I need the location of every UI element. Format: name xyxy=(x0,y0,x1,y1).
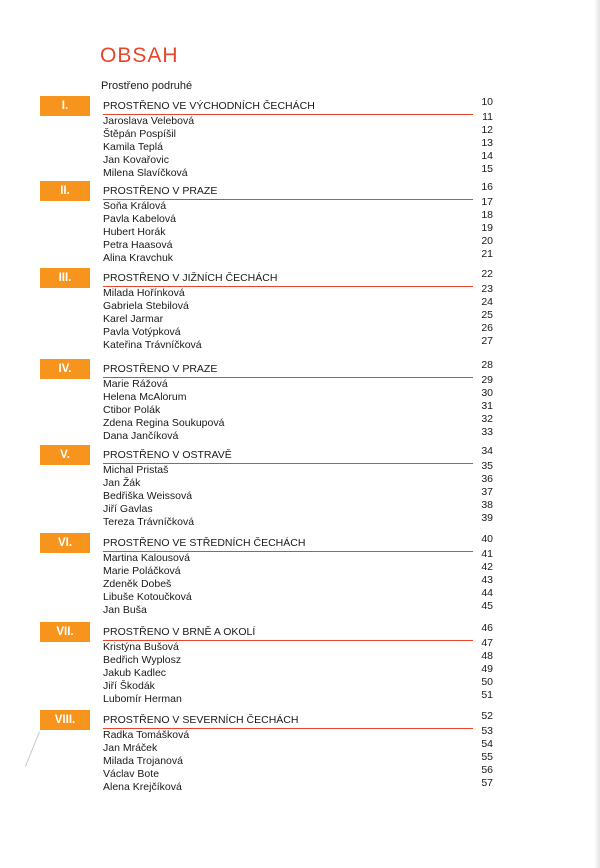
toc-entry[interactable] xyxy=(103,499,493,516)
entry-name: Alena Krejčíková xyxy=(103,781,182,793)
section-title: PROSTŘENO VE VÝCHODNÍCH ČECHÁCH xyxy=(103,100,315,112)
toc-entry[interactable] xyxy=(103,764,493,781)
entry-name: Jiří Gavlas xyxy=(103,503,153,515)
entry-page: 55 xyxy=(481,751,493,763)
entry-page: 25 xyxy=(481,309,493,321)
entry-page: 18 xyxy=(481,209,493,221)
entry-page: 11 xyxy=(482,111,493,123)
toc-entry[interactable] xyxy=(103,374,493,391)
section-numeral-badge: VIII. xyxy=(40,710,90,730)
entry-page: 23 xyxy=(481,283,493,295)
entry-page: 39 xyxy=(481,512,493,524)
entry-name: Milada Hořínková xyxy=(103,287,185,299)
toc-entry[interactable] xyxy=(103,676,493,693)
section-numeral-badge: V. xyxy=(40,445,90,465)
toc-entry[interactable] xyxy=(103,561,493,578)
entry-name: Pavla Kabelová xyxy=(103,213,176,225)
toc-entry[interactable] xyxy=(103,426,493,443)
section-numeral-badge: III. xyxy=(40,268,90,288)
entry-page: 51 xyxy=(481,689,493,701)
entry-name: Jan Žák xyxy=(103,477,141,489)
entry-name: Libuše Kotoučková xyxy=(103,591,192,603)
toc-entry[interactable] xyxy=(103,222,493,239)
entry-name: Jiří Škodák xyxy=(103,680,155,692)
entry-page: 27 xyxy=(481,335,493,347)
entry-name: Michal Pristaš xyxy=(103,464,169,476)
toc-entry[interactable] xyxy=(103,196,493,213)
section-entries xyxy=(103,111,493,180)
section-numeral-badge: VII. xyxy=(40,622,90,642)
section-title: PROSTŘENO V PRAZE xyxy=(103,185,218,197)
toc-entry[interactable] xyxy=(103,150,493,167)
page-title: OBSAH xyxy=(100,44,179,67)
toc-entry[interactable] xyxy=(103,777,493,794)
entry-name: Bedřich Wyplosz xyxy=(103,654,182,666)
entry-name: Kristýna Bušová xyxy=(103,641,179,653)
entry-name: Tereza Trávníčková xyxy=(103,516,195,528)
toc-entry[interactable] xyxy=(103,163,493,180)
toc-entry[interactable] xyxy=(103,209,493,226)
entry-name: Lubomír Herman xyxy=(103,693,182,705)
entry-page: 37 xyxy=(481,486,493,498)
section-entries xyxy=(103,725,493,794)
entry-page: 44 xyxy=(481,587,493,599)
entry-page: 53 xyxy=(481,725,493,737)
entry-page: 24 xyxy=(481,296,493,308)
entry-name: Štěpán Pospíšil xyxy=(103,128,176,140)
entry-page: 12 xyxy=(481,124,493,136)
toc-entry[interactable] xyxy=(103,663,493,680)
entry-page: 50 xyxy=(481,676,493,688)
toc-entry[interactable] xyxy=(103,124,493,141)
entry-name: Marie Rážová xyxy=(103,378,168,390)
toc-entry[interactable] xyxy=(103,738,493,755)
toc-entry[interactable] xyxy=(103,413,493,430)
entry-page: 14 xyxy=(481,150,493,162)
entry-name: Kamila Teplá xyxy=(103,141,163,153)
toc-entry[interactable] xyxy=(103,689,493,706)
toc-entry[interactable] xyxy=(103,387,493,404)
toc-entry[interactable] xyxy=(103,335,493,352)
toc-entry[interactable] xyxy=(103,248,493,265)
section-numeral-badge: IV. xyxy=(40,359,90,379)
toc-entry[interactable] xyxy=(103,296,493,313)
entry-page: 17 xyxy=(481,196,493,208)
entry-name: Soňa Králová xyxy=(103,200,167,212)
entry-name: Gabriela Stebilová xyxy=(103,300,189,312)
toc-entry[interactable] xyxy=(103,725,493,742)
entry-name: Pavla Votýpková xyxy=(103,326,181,338)
entry-page: 41 xyxy=(481,548,493,560)
section-entries xyxy=(103,548,493,617)
toc-entry[interactable] xyxy=(103,235,493,252)
toc-entry[interactable] xyxy=(103,587,493,604)
entry-name: Alina Kravchuk xyxy=(103,252,174,264)
section-page: 34 xyxy=(481,445,493,457)
entry-name: Zdeněk Dobeš xyxy=(103,578,172,590)
section-title: PROSTŘENO V OSTRAVĚ xyxy=(103,449,232,461)
section-title: PROSTŘENO V PRAZE xyxy=(103,363,218,375)
section-entries xyxy=(103,374,493,443)
entry-name: Jan Kovařovic xyxy=(103,154,169,166)
section-page: 10 xyxy=(481,96,493,108)
entry-page: 30 xyxy=(481,387,493,399)
entry-name: Jaroslava Velebová xyxy=(103,115,195,127)
entry-name: Helena McAlorum xyxy=(103,391,187,403)
entry-name: Jan Buša xyxy=(103,604,147,616)
entry-page: 56 xyxy=(481,764,493,776)
section-entries xyxy=(103,460,493,529)
toc-entry[interactable] xyxy=(103,486,493,503)
section-numeral-badge: I. xyxy=(40,96,90,116)
entry-page: 20 xyxy=(481,235,493,247)
section-page: 28 xyxy=(481,359,493,371)
section-page: 46 xyxy=(481,622,493,634)
section-title: PROSTŘENO V JIŽNÍCH ČECHÁCH xyxy=(103,272,278,284)
entry-name: Dana Jančíková xyxy=(103,430,179,442)
entry-name: Kateřina Trávníčková xyxy=(103,339,202,351)
entry-page: 47 xyxy=(481,637,493,649)
entry-name: Václav Bote xyxy=(103,768,160,780)
toc-entry[interactable] xyxy=(103,400,493,417)
entry-name: Milena Slavíčková xyxy=(103,167,188,179)
toc-entry[interactable] xyxy=(103,637,493,654)
entry-name: Karel Jarmar xyxy=(103,313,164,325)
toc-entry[interactable] xyxy=(103,460,493,477)
toc-entry[interactable] xyxy=(103,650,493,667)
section-title: PROSTŘENO V SEVERNÍCH ČECHÁCH xyxy=(103,714,299,726)
toc-entry[interactable] xyxy=(103,574,493,591)
section-title: PROSTŘENO VE STŘEDNÍCH ČECHÁCH xyxy=(103,537,306,549)
section-page: 40 xyxy=(481,533,493,545)
section-page: 52 xyxy=(481,710,493,722)
entry-name: Jan Mráček xyxy=(103,742,158,754)
entry-name: Jakub Kadlec xyxy=(103,667,167,679)
intro-line: Prostřeno podruhé xyxy=(101,80,193,92)
section-numeral-badge: VI. xyxy=(40,533,90,553)
section-entries xyxy=(103,637,493,706)
page-edge-shadow xyxy=(594,0,600,868)
entry-name: Marie Poláčková xyxy=(103,565,181,577)
section-entries xyxy=(103,196,493,265)
scan-mark xyxy=(25,731,40,767)
entry-page: 42 xyxy=(481,561,493,573)
entry-page: 21 xyxy=(481,248,493,260)
entry-page: 49 xyxy=(481,663,493,675)
section-page: 16 xyxy=(481,181,493,193)
entry-name: Petra Haasová xyxy=(103,239,173,251)
entry-page: 29 xyxy=(481,374,493,386)
entry-page: 26 xyxy=(481,322,493,334)
toc-entry[interactable] xyxy=(103,309,493,326)
entry-page: 43 xyxy=(481,574,493,586)
toc-entry[interactable] xyxy=(103,473,493,490)
entry-page: 33 xyxy=(481,426,493,438)
entry-page: 54 xyxy=(481,738,493,750)
entry-page: 48 xyxy=(481,650,493,662)
entry-page: 31 xyxy=(481,400,493,412)
section-numeral-badge: II. xyxy=(40,181,90,201)
entry-name: Milada Trojanová xyxy=(103,755,183,767)
section-entries xyxy=(103,283,493,352)
entry-name: Zdena Regina Soukupová xyxy=(103,417,225,429)
toc-entry[interactable] xyxy=(103,322,493,339)
entry-name: Radka Tomášková xyxy=(103,729,190,741)
toc-entry[interactable] xyxy=(103,283,493,300)
section-page: 22 xyxy=(481,268,493,280)
toc-entry[interactable] xyxy=(103,751,493,768)
entry-page: 38 xyxy=(481,499,493,511)
entry-page: 57 xyxy=(481,777,493,789)
toc-entry[interactable] xyxy=(103,111,493,128)
entry-page: 19 xyxy=(481,222,493,234)
entry-page: 32 xyxy=(481,413,493,425)
entry-name: Bedřiška Weissová xyxy=(103,490,193,502)
section-title: PROSTŘENO V BRNĚ A OKOLÍ xyxy=(103,626,256,638)
entry-page: 35 xyxy=(481,460,493,472)
entry-page: 13 xyxy=(481,137,493,149)
entry-name: Hubert Horák xyxy=(103,226,166,238)
entry-page: 15 xyxy=(481,163,493,175)
entry-name: Ctibor Polák xyxy=(103,404,161,416)
toc-entry[interactable] xyxy=(103,548,493,565)
entry-page: 36 xyxy=(481,473,493,485)
toc-entry[interactable] xyxy=(103,137,493,154)
toc-entry[interactable] xyxy=(103,600,493,617)
toc-entry[interactable] xyxy=(103,512,493,529)
entry-name: Martina Kalousová xyxy=(103,552,190,564)
entry-page: 45 xyxy=(481,600,493,612)
